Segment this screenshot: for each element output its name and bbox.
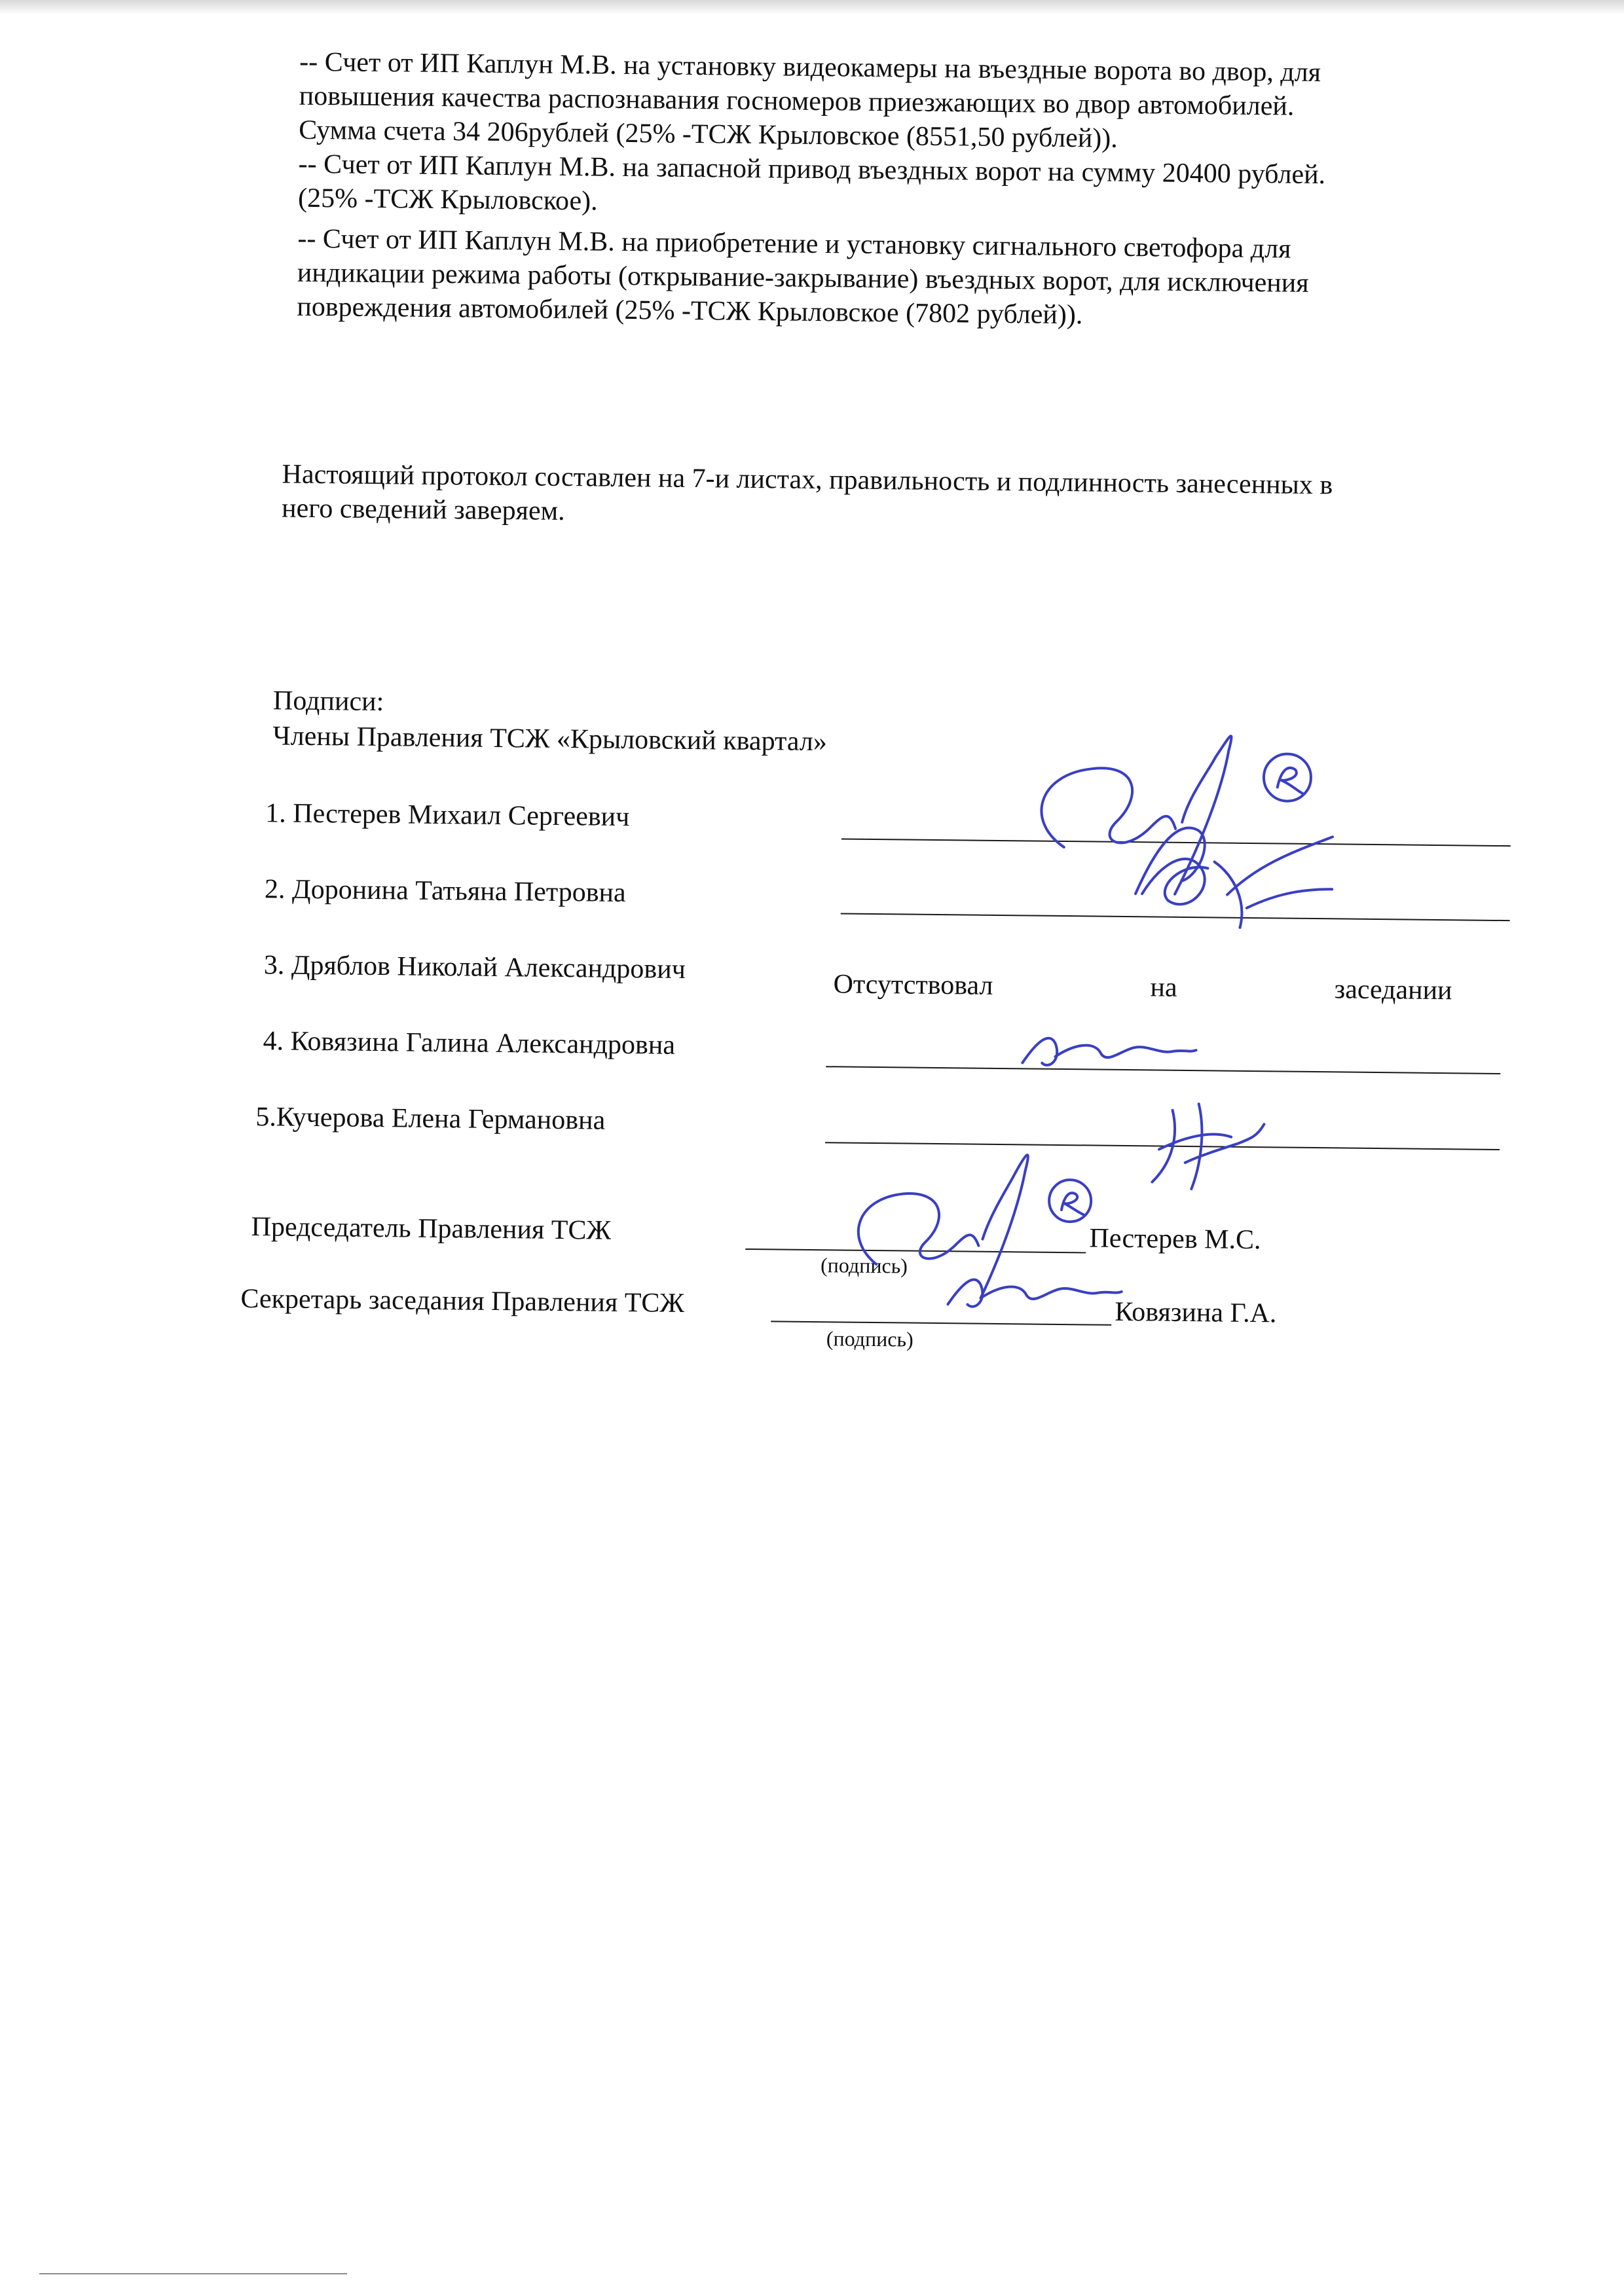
signature-kovyazina-board: [1009, 1023, 1206, 1084]
chairman-name: Пестерев М.С.: [1089, 1223, 1261, 1256]
absence-word: на: [1150, 972, 1177, 1003]
invoice-line: Сумма счета 34 206рублей (25% -ТСЖ Крыловское (8551,50 рублей)).: [298, 115, 1118, 154]
member-name: 4. Ковязина Галина Александровна: [263, 1026, 676, 1061]
signature-doronina: [1115, 822, 1365, 942]
signatures-heading: Подписи:: [272, 685, 384, 718]
secretary-name: Ковязина Г.А.: [1115, 1296, 1277, 1329]
chairman-role: Председатель Правления ТСЖ: [251, 1212, 612, 1246]
secretary-role: Секретарь заседания Правления ТСЖ: [240, 1283, 685, 1319]
invoice-line: повышения качества распознавания госномеров приезжающих во двор автомобилей.: [299, 81, 1295, 122]
member-name: 1. Пестерев Михаил Сергеевич: [265, 798, 630, 833]
certification-line: Настоящий протокол составлен на 7-и листах, правильность и подлинность занесенных в: [282, 459, 1333, 501]
certification-line: него сведений заверяем.: [281, 493, 565, 526]
invoice-line: -- Счет от ИП Каплун М.В. на установку видеокамеры на въездные ворота во двор, для: [299, 46, 1321, 88]
signature-caption: (подпись): [826, 1326, 913, 1351]
signature-kovyazina-secretary: [934, 1265, 1132, 1326]
invoice-line: -- Счет от ИП Каплун М.В. на приобретение и установку сигнального светофора для: [297, 223, 1291, 264]
invoice-line: индикации режима работы (открывание-закрывание) въездных ворот, для исключения: [297, 257, 1309, 299]
member-name: 3. Дряблов Николай Александрович: [263, 950, 686, 985]
invoice-line: (25% -ТСЖ Крыловское).: [297, 183, 598, 217]
member-name: 5.Кучерова Елена Германовна: [255, 1102, 606, 1136]
scan-footer-mark: [39, 2273, 347, 2274]
invoice-line: -- Счет от ИП Каплун М.В. на запасной привод въездных ворот на сумму 20400 рублей.: [298, 149, 1326, 191]
absence-word: заседании: [1334, 974, 1452, 1006]
signature-caption: (подпись): [820, 1253, 908, 1278]
absence-word: Отсутствовал: [833, 969, 993, 1001]
signature-kucherova: [1126, 1097, 1284, 1197]
invoice-line: повреждения автомобилей (25% -ТСЖ Крыловское (7802 рублей)).: [297, 291, 1083, 331]
member-name: 2. Доронина Татьяна Петровна: [264, 874, 626, 908]
absence-note: [833, 970, 1452, 1004]
board-heading: Члены Правления ТСЖ «Крыловский квартал»: [272, 721, 828, 757]
